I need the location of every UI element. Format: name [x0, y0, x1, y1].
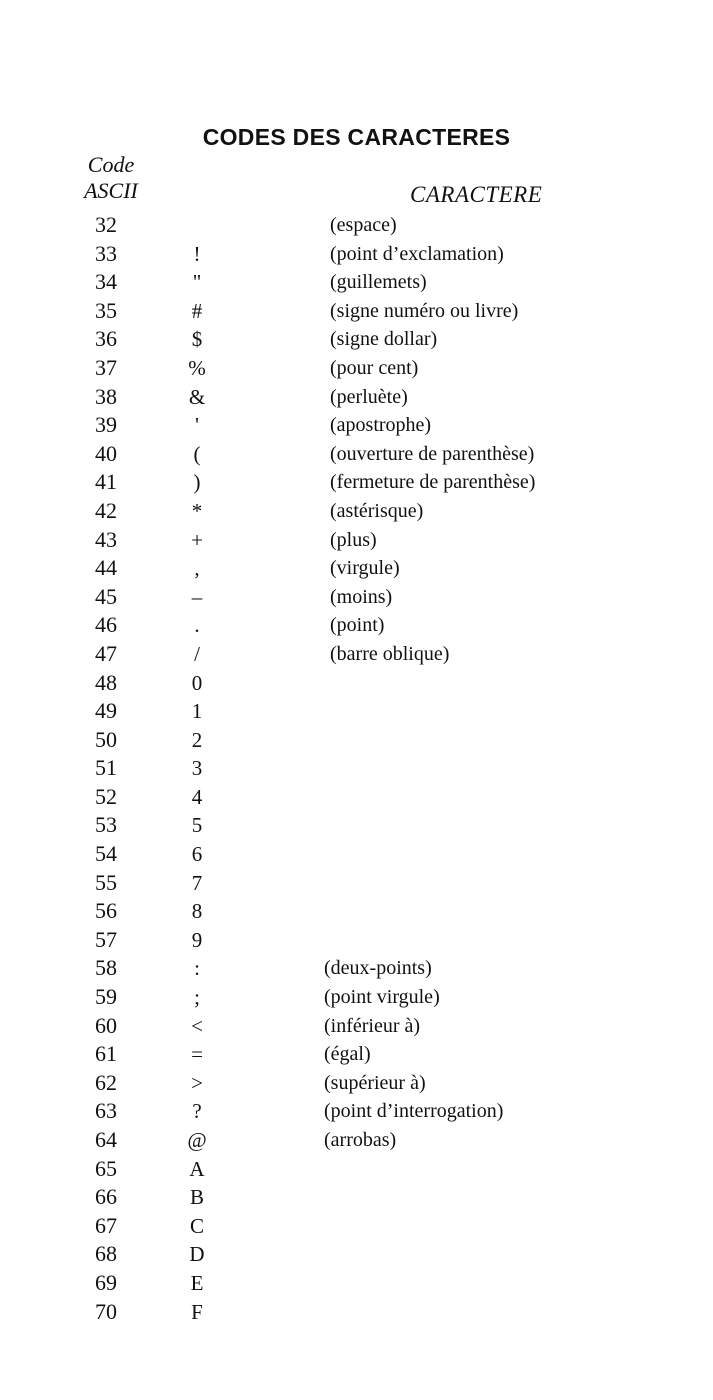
ascii-code: 70	[95, 1298, 117, 1324]
character-glyph: .	[194, 613, 200, 638]
character-description: (plus)	[330, 528, 377, 551]
character-glyph: F	[191, 1299, 203, 1324]
character-glyph: 4	[191, 784, 203, 809]
table-row	[0, 240, 713, 269]
ascii-code: 36	[95, 326, 117, 352]
ascii-code: 35	[95, 297, 117, 323]
character-glyph: !	[193, 241, 201, 266]
table-row	[0, 1069, 713, 1098]
ascii-code: 67	[95, 1212, 117, 1238]
table-row	[0, 1269, 713, 1298]
table-row	[0, 1183, 713, 1212]
ascii-code: 50	[95, 726, 117, 752]
ascii-code: 59	[95, 984, 117, 1010]
character-glyph: 1	[191, 699, 203, 724]
character-glyph: =	[191, 1042, 203, 1067]
ascii-code: 34	[95, 269, 117, 295]
character-description: (signe dollar)	[330, 328, 438, 351]
character-glyph: "	[192, 270, 202, 295]
table-row	[0, 411, 713, 440]
ascii-code: 40	[95, 440, 117, 466]
table-row	[0, 726, 713, 755]
character-glyph: /	[194, 641, 200, 666]
character-glyph: <	[191, 1013, 203, 1038]
character-glyph: 7	[191, 870, 203, 895]
ascii-code: 62	[95, 1069, 117, 1095]
character-glyph: )	[193, 470, 201, 495]
character-glyph: $	[191, 327, 203, 352]
character-glyph: B	[189, 1185, 204, 1210]
ascii-code: 49	[95, 698, 117, 724]
table-row	[0, 554, 713, 583]
character-description: (point d’exclamation)	[330, 242, 504, 265]
character-glyph: 2	[191, 727, 203, 752]
character-description: (point)	[330, 614, 385, 637]
table-row	[0, 697, 713, 726]
table-row	[0, 211, 713, 240]
ascii-code: 58	[95, 955, 117, 981]
character-glyph: ,	[194, 556, 200, 581]
table-row	[0, 383, 713, 412]
table-row	[0, 526, 713, 555]
ascii-code: 33	[95, 240, 117, 266]
character-description: (moins)	[330, 585, 393, 608]
table-row	[0, 1012, 713, 1041]
character-description: (inférieur à)	[324, 1014, 421, 1037]
table-row	[0, 440, 713, 469]
character-description: (fermeture de parenthèse)	[330, 471, 536, 494]
ascii-code: 57	[95, 926, 117, 952]
ascii-code: 48	[95, 669, 117, 695]
character-description: (guillemets)	[330, 271, 427, 294]
ascii-code: 47	[95, 640, 117, 666]
table-row	[0, 297, 713, 326]
table-row	[0, 468, 713, 497]
ascii-code: 52	[95, 783, 117, 809]
ascii-code: 68	[95, 1241, 117, 1267]
ascii-code: 44	[95, 555, 117, 581]
table-row	[0, 1212, 713, 1241]
page-title: CODES DES CARACTERES	[202, 124, 511, 150]
character-glyph: &	[188, 384, 206, 409]
ascii-code: 56	[95, 898, 117, 924]
table-row	[0, 669, 713, 698]
character-glyph: D	[189, 1242, 205, 1267]
character-description: (virgule)	[330, 557, 400, 580]
character-glyph: 9	[191, 927, 203, 952]
character-glyph: C	[189, 1213, 204, 1238]
character-description: (signe numéro ou livre)	[330, 299, 519, 322]
table-row	[0, 268, 713, 297]
table-row	[0, 783, 713, 812]
ascii-code: 54	[95, 841, 117, 867]
character-description: (égal)	[324, 1043, 371, 1066]
ascii-code: 46	[95, 612, 117, 638]
table-row	[0, 497, 713, 526]
table-row	[0, 354, 713, 383]
code-header-line: ASCII	[84, 178, 138, 203]
character-glyph: >	[191, 1070, 203, 1095]
character-glyph: 6	[191, 842, 203, 867]
character-description: (point d’interrogation)	[324, 1100, 504, 1123]
character-glyph: *	[191, 498, 203, 523]
table-row	[0, 325, 713, 354]
ascii-code: 39	[95, 412, 117, 438]
ascii-code: 63	[95, 1098, 117, 1124]
ascii-code: 38	[95, 383, 117, 409]
table-row	[0, 1126, 713, 1155]
character-glyph: :	[194, 956, 200, 981]
character-description: (barre oblique)	[330, 642, 450, 665]
table-row	[0, 811, 713, 840]
table-row	[0, 1097, 713, 1126]
table-row	[0, 754, 713, 783]
character-column-header: CARACTERE	[410, 182, 543, 207]
table-row	[0, 1240, 713, 1269]
ascii-code: 61	[95, 1041, 117, 1067]
character-glyph: 5	[191, 813, 203, 838]
table-row	[0, 1040, 713, 1069]
ascii-code: 53	[95, 812, 117, 838]
character-glyph: 3	[191, 756, 203, 781]
character-glyph: (	[193, 441, 201, 466]
ascii-code: 51	[95, 755, 117, 781]
character-description: (apostrophe)	[330, 414, 432, 437]
ascii-code: 66	[95, 1184, 117, 1210]
table-row	[0, 1298, 713, 1327]
character-glyph: A	[189, 1156, 205, 1181]
ascii-code: 65	[95, 1155, 117, 1181]
character-glyph: @	[187, 1128, 207, 1152]
character-glyph: #	[191, 298, 203, 323]
character-glyph: '	[195, 413, 199, 438]
ascii-table	[0, 211, 713, 1326]
character-glyph: ?	[192, 1099, 202, 1124]
character-glyph: E	[190, 1270, 204, 1295]
ascii-code: 45	[95, 583, 117, 609]
character-glyph: –	[191, 584, 203, 609]
character-description: (perluète)	[330, 385, 408, 408]
character-glyph: ;	[194, 985, 200, 1010]
character-description: (deux-points)	[324, 957, 432, 980]
character-glyph: 0	[191, 670, 203, 695]
ascii-code: 41	[95, 469, 117, 495]
ascii-code: 43	[95, 526, 117, 552]
character-description: (arrobas)	[324, 1129, 397, 1151]
character-description: (ouverture de parenthèse)	[330, 442, 535, 465]
character-description: (pour cent)	[330, 356, 419, 379]
code-column-header	[70, 152, 152, 204]
ascii-code: 64	[95, 1127, 117, 1152]
character-description: (astérisque)	[330, 499, 424, 522]
table-row	[0, 1155, 713, 1184]
character-glyph: 8	[191, 899, 203, 924]
ascii-code: 42	[95, 497, 117, 523]
code-header-text	[70, 152, 152, 204]
ascii-code: 69	[95, 1269, 117, 1295]
table-row	[0, 897, 713, 926]
table-row	[0, 926, 713, 955]
ascii-code: 60	[95, 1012, 117, 1038]
table-row	[0, 983, 713, 1012]
table-row	[0, 583, 713, 612]
table-row	[0, 640, 713, 669]
character-description: (espace)	[330, 214, 397, 236]
ascii-code: 32	[95, 212, 117, 237]
character-description: (supérieur à)	[324, 1071, 426, 1094]
ascii-code: 55	[95, 869, 117, 895]
table-row	[0, 954, 713, 983]
ascii-code: 37	[95, 354, 117, 380]
table-row	[0, 840, 713, 869]
character-glyph: %	[188, 355, 206, 380]
table-row	[0, 611, 713, 640]
character-glyph: +	[191, 527, 203, 552]
character-description: (point virgule)	[324, 986, 440, 1009]
table-row	[0, 869, 713, 898]
code-header-line: Code	[87, 152, 135, 177]
